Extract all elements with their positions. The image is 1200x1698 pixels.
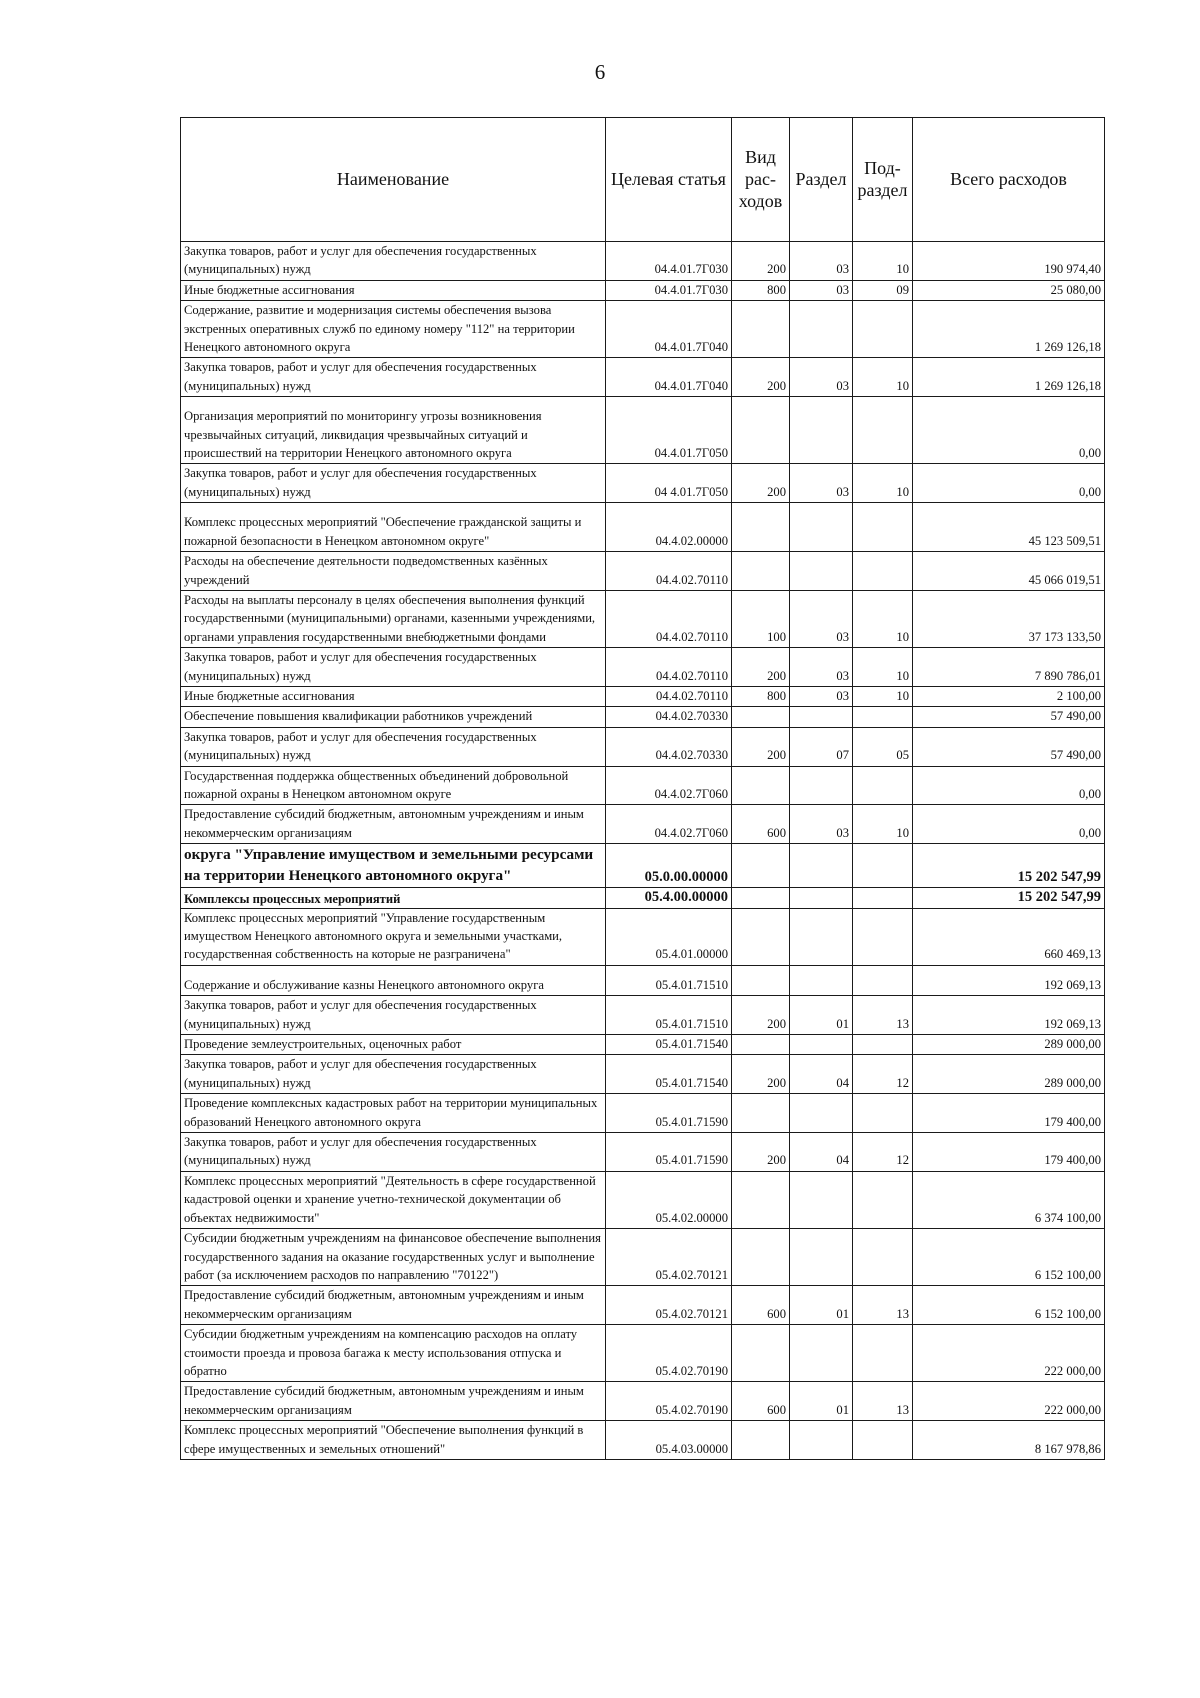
row-name-cell: Проведение землеустроительных, оценочных работ: [181, 1035, 606, 1055]
row-section-cell: [790, 844, 853, 888]
row-target-article-cell: 04.4.01.7Г050: [606, 397, 732, 464]
row-name-cell: Закупка товаров, работ и услуг для обеспечения государственных (муниципальных) нужд: [181, 648, 606, 687]
row-name-cell: Закупка товаров, работ и услуг для обеспечения государственных (муниципальных) нужд: [181, 1133, 606, 1172]
table-row: [181, 1421, 1105, 1460]
header-expense-kind: Вид рас- ходов: [732, 118, 790, 242]
table-row: [181, 707, 1105, 727]
row-name-cell: Закупка товаров, работ и услуг для обеспечения государственных (муниципальных) нужд: [181, 358, 606, 397]
row-expense-kind-cell: [732, 552, 790, 591]
row-section-cell: [790, 707, 853, 727]
row-subsection-cell: 10: [853, 686, 913, 706]
row-total-cell: 15 202 547,99: [913, 888, 1105, 908]
table-row: [181, 1382, 1105, 1421]
row-section-cell: [790, 888, 853, 908]
row-name-cell: Предоставление субсидий бюджетным, автономным учреждениям и иным некоммерческим организациям: [181, 805, 606, 844]
row-subsection-cell: 12: [853, 1055, 913, 1094]
row-target-article-cell: 05.4.02.70121: [606, 1286, 732, 1325]
row-subsection-cell: [853, 908, 913, 965]
row-section-cell: [790, 965, 853, 995]
row-section-cell: 03: [790, 280, 853, 300]
row-expense-kind-cell: [732, 844, 790, 888]
row-subsection-cell: 10: [853, 464, 913, 503]
header-target-article: Целевая статья: [606, 118, 732, 242]
row-section-cell: 03: [790, 358, 853, 397]
row-section-cell: [790, 503, 853, 552]
row-total-cell: 45 123 509,51: [913, 503, 1105, 552]
row-section-cell: 01: [790, 1382, 853, 1421]
row-name-cell: Закупка товаров, работ и услуг для обеспечения государственных (муниципальных) нужд: [181, 242, 606, 281]
row-total-cell: 8 167 978,86: [913, 1421, 1105, 1460]
row-section-cell: [790, 908, 853, 965]
row-target-article-cell: 05.4.01.71540: [606, 1035, 732, 1055]
row-total-cell: 7 890 786,01: [913, 648, 1105, 687]
row-target-article-cell: 04.4.02.7Г060: [606, 766, 732, 805]
row-target-article-cell: 04 4.01.7Г050: [606, 464, 732, 503]
row-name-cell: Проведение комплексных кадастровых работ на территории муниципальных образований Ненецкого автономного округа: [181, 1094, 606, 1133]
row-name-cell: Закупка товаров, работ и услуг для обеспечения государственных (муниципальных) нужд: [181, 727, 606, 766]
row-section-cell: [790, 397, 853, 464]
table-row: [181, 1055, 1105, 1094]
row-subsection-cell: [853, 1229, 913, 1286]
row-total-cell: 0,00: [913, 464, 1105, 503]
row-subsection-cell: [853, 552, 913, 591]
table-row: [181, 1133, 1105, 1172]
header-name: Наименование: [181, 118, 606, 242]
row-section-cell: 03: [790, 648, 853, 687]
table-row: [181, 1094, 1105, 1133]
row-expense-kind-cell: [732, 301, 790, 358]
table-row: [181, 888, 1105, 908]
table-row: [181, 908, 1105, 965]
row-subsection-cell: [853, 965, 913, 995]
table-row: [181, 301, 1105, 358]
row-subsection-cell: [853, 1421, 913, 1460]
row-expense-kind-cell: [732, 766, 790, 805]
row-total-cell: 289 000,00: [913, 1035, 1105, 1055]
row-total-cell: 192 069,13: [913, 965, 1105, 995]
table-row: [181, 805, 1105, 844]
row-name-cell: Содержание и обслуживание казны Ненецкого автономного округа: [181, 965, 606, 995]
table-row: [181, 844, 1105, 888]
row-subsection-cell: 09: [853, 280, 913, 300]
row-subsection-cell: 13: [853, 1382, 913, 1421]
row-expense-kind-cell: 600: [732, 805, 790, 844]
table-header-row: [181, 118, 1105, 242]
row-expense-kind-cell: [732, 965, 790, 995]
row-expense-kind-cell: [732, 908, 790, 965]
row-subsection-cell: 10: [853, 648, 913, 687]
row-name-cell: Предоставление субсидий бюджетным, автономным учреждениям и иным некоммерческим организациям: [181, 1382, 606, 1421]
table-row: [181, 686, 1105, 706]
row-expense-kind-cell: 600: [732, 1382, 790, 1421]
table-row: [181, 996, 1105, 1035]
row-target-article-cell: 04.4.01.7Г040: [606, 301, 732, 358]
row-subsection-cell: [853, 1035, 913, 1055]
row-expense-kind-cell: [732, 1325, 790, 1382]
row-section-cell: [790, 552, 853, 591]
row-target-article-cell: 05.4.01.71540: [606, 1055, 732, 1094]
row-total-cell: 289 000,00: [913, 1055, 1105, 1094]
row-name-cell: Иные бюджетные ассигнования: [181, 280, 606, 300]
row-expense-kind-cell: 800: [732, 280, 790, 300]
row-total-cell: 25 080,00: [913, 280, 1105, 300]
row-total-cell: 45 066 019,51: [913, 552, 1105, 591]
row-section-cell: 03: [790, 242, 853, 281]
row-section-cell: [790, 1035, 853, 1055]
row-target-article-cell: 05.4.00.00000: [606, 888, 732, 908]
row-expense-kind-cell: [732, 888, 790, 908]
table-row: [181, 1286, 1105, 1325]
row-expense-kind-cell: 200: [732, 727, 790, 766]
row-target-article-cell: 05.4.03.00000: [606, 1421, 732, 1460]
row-section-cell: [790, 1421, 853, 1460]
row-expense-kind-cell: [732, 1171, 790, 1228]
row-target-article-cell: 04.4.02.70110: [606, 552, 732, 591]
row-target-article-cell: 04.4.02.70330: [606, 727, 732, 766]
row-expense-kind-cell: [732, 707, 790, 727]
table-row: [181, 1325, 1105, 1382]
row-name-cell: Закупка товаров, работ и услуг для обеспечения государственных (муниципальных) нужд: [181, 1055, 606, 1094]
row-name-cell: Комплекс процессных мероприятий "Управление государственным имуществом Ненецкого автономного округа и земельными участками, государственная собственность на которые не разграничена": [181, 908, 606, 965]
row-section-cell: [790, 1094, 853, 1133]
row-name-cell: Комплексы процессных мероприятий: [181, 888, 606, 908]
row-subsection-cell: [853, 503, 913, 552]
row-total-cell: 1 269 126,18: [913, 358, 1105, 397]
table-row: [181, 1171, 1105, 1228]
row-name-cell: Закупка товаров, работ и услуг для обеспечения государственных (муниципальных) нужд: [181, 996, 606, 1035]
expenditure-table: [180, 117, 1105, 1460]
row-subsection-cell: 10: [853, 242, 913, 281]
row-expense-kind-cell: 200: [732, 242, 790, 281]
row-target-article-cell: 04.4.02.7Г060: [606, 805, 732, 844]
row-name-cell: Содержание, развитие и модернизация системы обеспечения вызова экстренных оперативных служб по единому номеру "112" на территории Ненецкого автономного округа: [181, 301, 606, 358]
row-section-cell: 01: [790, 996, 853, 1035]
header-total: Всего расходов: [913, 118, 1105, 242]
header-subsection: Под- раздел: [853, 118, 913, 242]
row-subsection-cell: [853, 844, 913, 888]
row-name-cell: округа "Управление имуществом и земельными ресурсами на территории Ненецкого автономного округа": [181, 844, 606, 888]
row-total-cell: 57 490,00: [913, 727, 1105, 766]
row-expense-kind-cell: [732, 397, 790, 464]
row-total-cell: 0,00: [913, 805, 1105, 844]
row-subsection-cell: [853, 1325, 913, 1382]
row-total-cell: 660 469,13: [913, 908, 1105, 965]
row-expense-kind-cell: 100: [732, 590, 790, 647]
row-name-cell: Обеспечение повышения квалификации работников учреждений: [181, 707, 606, 727]
row-target-article-cell: 05.0.00.00000: [606, 844, 732, 888]
row-subsection-cell: [853, 766, 913, 805]
row-target-article-cell: 05.4.01.71510: [606, 965, 732, 995]
row-total-cell: 57 490,00: [913, 707, 1105, 727]
row-total-cell: 179 400,00: [913, 1133, 1105, 1172]
table-row: [181, 397, 1105, 464]
row-section-cell: 07: [790, 727, 853, 766]
row-total-cell: 6 374 100,00: [913, 1171, 1105, 1228]
row-expense-kind-cell: [732, 503, 790, 552]
row-expense-kind-cell: 200: [732, 358, 790, 397]
row-section-cell: 01: [790, 1286, 853, 1325]
row-subsection-cell: [853, 1171, 913, 1228]
row-target-article-cell: 04.4.02.00000: [606, 503, 732, 552]
row-total-cell: 2 100,00: [913, 686, 1105, 706]
row-expense-kind-cell: [732, 1035, 790, 1055]
row-section-cell: [790, 1325, 853, 1382]
table-row: [181, 552, 1105, 591]
row-section-cell: 03: [790, 464, 853, 503]
row-section-cell: [790, 766, 853, 805]
row-total-cell: 6 152 100,00: [913, 1229, 1105, 1286]
row-expense-kind-cell: 200: [732, 996, 790, 1035]
row-name-cell: Комплекс процессных мероприятий "Деятельность в сфере государственной кадастровой оценки и хранение учетно-технической документации об объектах недвижимости": [181, 1171, 606, 1228]
row-target-article-cell: 05.4.01.71510: [606, 996, 732, 1035]
table-row: [181, 1229, 1105, 1286]
row-subsection-cell: 13: [853, 1286, 913, 1325]
row-name-cell: Закупка товаров, работ и услуг для обеспечения государственных (муниципальных) нужд: [181, 464, 606, 503]
table-row: [181, 648, 1105, 687]
row-target-article-cell: 05.4.01.71590: [606, 1133, 732, 1172]
row-expense-kind-cell: 200: [732, 1133, 790, 1172]
row-subsection-cell: 12: [853, 1133, 913, 1172]
row-name-cell: Иные бюджетные ассигнования: [181, 686, 606, 706]
row-name-cell: Расходы на выплаты персоналу в целях обеспечения выполнения функций государственными (муниципальными) органами, казенными учреждениями, органами управления государственными внебюджетными фондами: [181, 590, 606, 647]
row-total-cell: 222 000,00: [913, 1325, 1105, 1382]
row-section-cell: [790, 1171, 853, 1228]
row-expense-kind-cell: 800: [732, 686, 790, 706]
row-expense-kind-cell: [732, 1094, 790, 1133]
row-expense-kind-cell: 200: [732, 464, 790, 503]
row-section-cell: 03: [790, 590, 853, 647]
row-target-article-cell: 04.4.02.70110: [606, 686, 732, 706]
page-number: 6: [594, 60, 606, 84]
table-row: [181, 965, 1105, 995]
row-target-article-cell: 04.4.02.70330: [606, 707, 732, 727]
row-expense-kind-cell: 600: [732, 1286, 790, 1325]
row-target-article-cell: 04.4.01.7Г030: [606, 280, 732, 300]
row-total-cell: 179 400,00: [913, 1094, 1105, 1133]
row-name-cell: Субсидии бюджетным учреждениям на компенсацию расходов на оплату стоимости проезда и провоза багажа к месту использования отпуска и обратно: [181, 1325, 606, 1382]
header-section: Раздел: [790, 118, 853, 242]
row-name-cell: Государственная поддержка общественных объединений добровольной пожарной охраны в Ненецком автономном округе: [181, 766, 606, 805]
row-name-cell: Субсидии бюджетным учреждениям на финансовое обеспечение выполнения государственного задания на оказание государственных услуг и выполнение работ (за исключением расходов по направлению "70122"): [181, 1229, 606, 1286]
row-subsection-cell: [853, 301, 913, 358]
table-row: [181, 280, 1105, 300]
row-subsection-cell: 13: [853, 996, 913, 1035]
table-row: [181, 464, 1105, 503]
row-name-cell: Расходы на обеспечение деятельности подведомственных казённых учреждений: [181, 552, 606, 591]
row-subsection-cell: [853, 707, 913, 727]
row-total-cell: 0,00: [913, 766, 1105, 805]
row-name-cell: Организация мероприятий по мониторингу угрозы возникновения чрезвычайных ситуаций, ликвидация чрезвычайных ситуаций и происшествий на территории Ненецкого автономного округа: [181, 397, 606, 464]
row-subsection-cell: 10: [853, 358, 913, 397]
row-section-cell: [790, 301, 853, 358]
row-subsection-cell: 10: [853, 805, 913, 844]
row-subsection-cell: 05: [853, 727, 913, 766]
table-row: [181, 1035, 1105, 1055]
row-target-article-cell: 04.4.01.7Г040: [606, 358, 732, 397]
row-expense-kind-cell: 200: [732, 648, 790, 687]
table-row: [181, 590, 1105, 647]
row-target-article-cell: 05.4.02.70121: [606, 1229, 732, 1286]
row-total-cell: 0,00: [913, 397, 1105, 464]
row-name-cell: Комплекс процессных мероприятий "Обеспечение гражданской защиты и пожарной безопасности в Ненецком автономном округе": [181, 503, 606, 552]
row-target-article-cell: 04.4.01.7Г030: [606, 242, 732, 281]
row-expense-kind-cell: [732, 1421, 790, 1460]
row-total-cell: 15 202 547,99: [913, 844, 1105, 888]
row-total-cell: 6 152 100,00: [913, 1286, 1105, 1325]
table-row: [181, 358, 1105, 397]
row-subsection-cell: [853, 1094, 913, 1133]
row-target-article-cell: 04.4.02.70110: [606, 590, 732, 647]
table-row: [181, 503, 1105, 552]
row-target-article-cell: 05.4.02.70190: [606, 1325, 732, 1382]
row-name-cell: Предоставление субсидий бюджетным, автономным учреждениям и иным некоммерческим организациям: [181, 1286, 606, 1325]
row-subsection-cell: 10: [853, 590, 913, 647]
row-name-cell: Комплекс процессных мероприятий "Обеспечение выполнения функций в сфере имущественных и земельных отношений": [181, 1421, 606, 1460]
row-section-cell: 03: [790, 686, 853, 706]
row-target-article-cell: 05.4.02.00000: [606, 1171, 732, 1228]
row-subsection-cell: [853, 888, 913, 908]
table-body: [181, 242, 1105, 1460]
row-total-cell: 192 069,13: [913, 996, 1105, 1035]
table-row: [181, 242, 1105, 281]
row-total-cell: 222 000,00: [913, 1382, 1105, 1421]
row-subsection-cell: [853, 397, 913, 464]
row-target-article-cell: 05.4.01.00000: [606, 908, 732, 965]
row-total-cell: 190 974,40: [913, 242, 1105, 281]
table-row: [181, 766, 1105, 805]
row-total-cell: 37 173 133,50: [913, 590, 1105, 647]
row-total-cell: 1 269 126,18: [913, 301, 1105, 358]
row-section-cell: 04: [790, 1133, 853, 1172]
row-target-article-cell: 05.4.01.71590: [606, 1094, 732, 1133]
row-section-cell: [790, 1229, 853, 1286]
row-target-article-cell: 05.4.02.70190: [606, 1382, 732, 1421]
row-target-article-cell: 04.4.02.70110: [606, 648, 732, 687]
row-section-cell: 04: [790, 1055, 853, 1094]
row-section-cell: 03: [790, 805, 853, 844]
row-expense-kind-cell: 200: [732, 1055, 790, 1094]
row-expense-kind-cell: [732, 1229, 790, 1286]
table-row: [181, 727, 1105, 766]
